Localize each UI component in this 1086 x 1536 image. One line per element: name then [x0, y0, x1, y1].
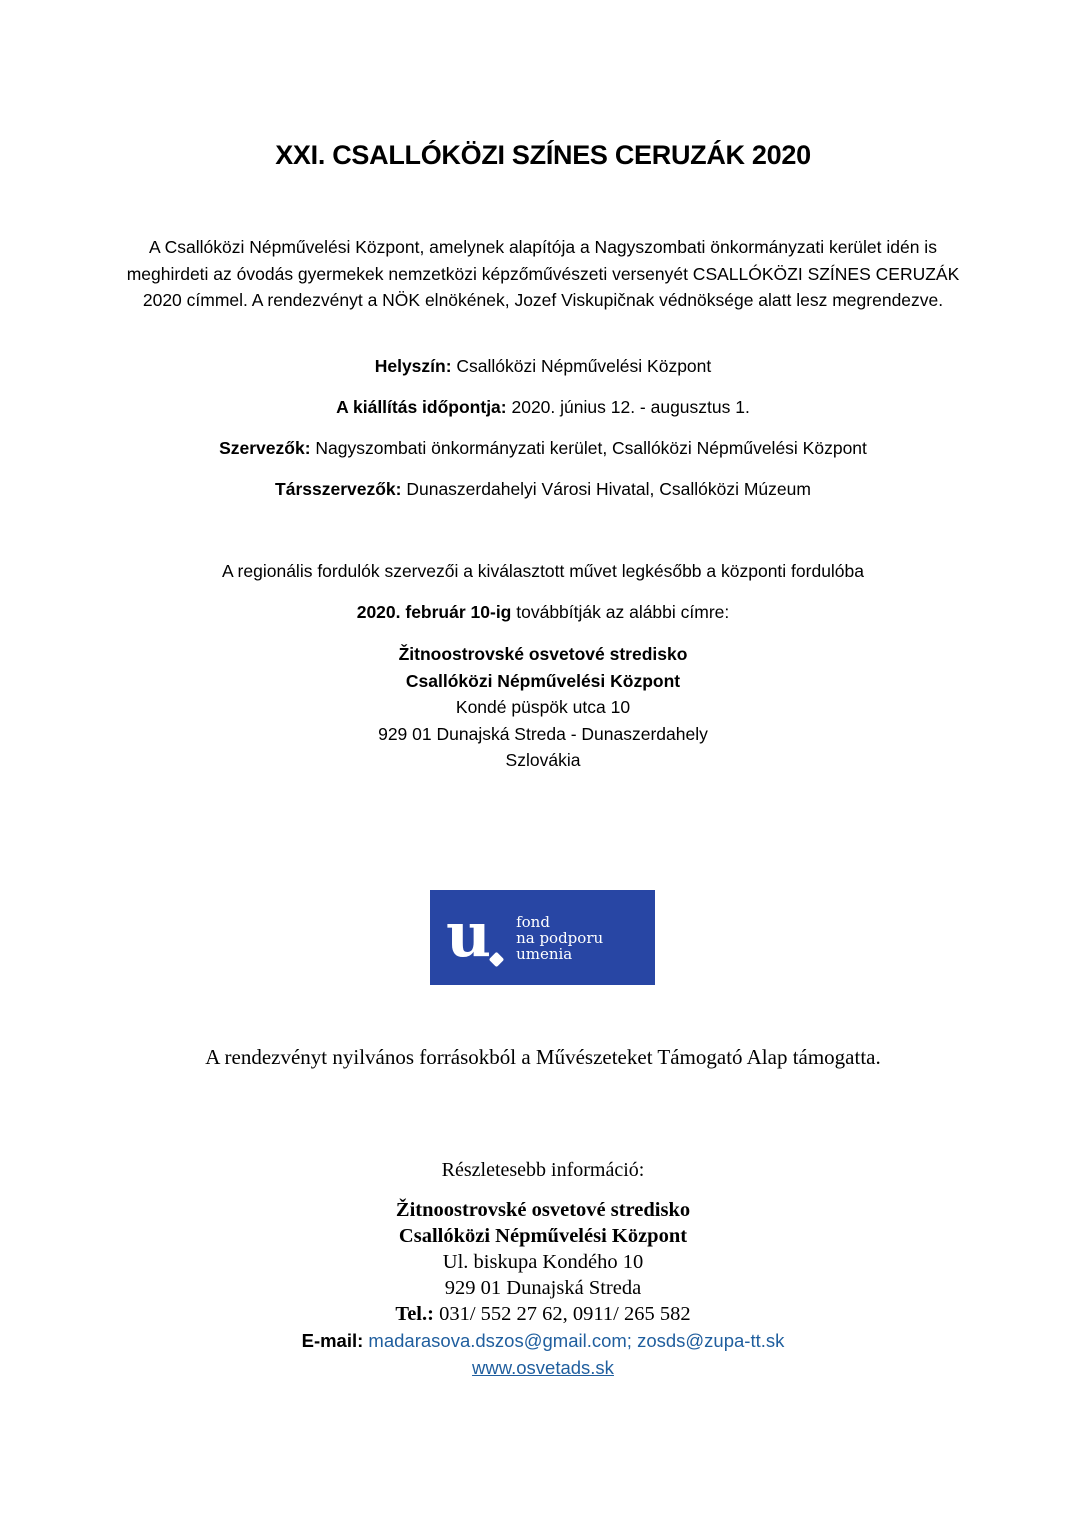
logo-line: na podporu	[516, 928, 604, 947]
logo-line: fond	[516, 912, 550, 931]
submission-rest: továbbítják az alábbi címre:	[511, 602, 730, 622]
intro-paragraph: A Csallóközi Népművelési Központ, amelynek alapítója a Nagyszombati önkormányzati kerület idén is meghirdeti az óvodás gyermekek nemzetközi képzőművészeti versenyét CSALLÓKÖZI SZÍNES CERUZÁK 2020 címmel. A rendezvényt a NÖK elnökének, Jozef Viskupičnak védnöksége alatt lesz megrendezve.	[126, 237, 960, 310]
logo-line: umenia	[516, 944, 573, 963]
logo-letter: u	[446, 897, 490, 971]
contact-phone	[0, 1301, 1086, 1327]
email-label: E-mail:	[301, 1330, 364, 1351]
detail-label: A kiállítás időpontja:	[336, 397, 507, 417]
address-name-hu: Csallóközi Népművelési Központ	[405, 670, 681, 691]
contact-name-sk: Žitnoostrovské osvetové stredisko	[395, 1199, 691, 1221]
contact-name-hu: Csallóközi Népművelési Központ	[398, 1225, 688, 1247]
website-link[interactable]: www.osvetads.sk	[472, 1357, 614, 1378]
detail-exhibition-date	[0, 397, 1086, 418]
address-city: 929 01 Dunajská Streda - Dunaszerdahely	[378, 723, 708, 744]
support-statement: A rendezvényt nyilvános forrásokból a Művészeteket Támogató Alap támogatta.	[205, 1045, 881, 1069]
phone-label: Tel.:	[395, 1303, 434, 1325]
detail-organizers	[0, 438, 1086, 459]
contact-heading: Részletesebb információ:	[441, 1159, 645, 1181]
contact-city: 929 01 Dunajská Streda	[444, 1277, 642, 1299]
address-country: Szlovákia	[505, 750, 581, 770]
website-line	[0, 1354, 1086, 1381]
logo-dot-icon	[489, 952, 505, 968]
phone-value: 031/ 552 27 62, 0911/ 265 582	[433, 1303, 691, 1325]
contact-street: Ul. biskupa Kondého 10	[442, 1251, 644, 1273]
fund-logo	[430, 890, 655, 985]
detail-value: Csallóközi Népművelési Központ	[451, 356, 712, 376]
mailing-address	[0, 641, 1086, 774]
submission-line-1: A regionális fordulók szervezői a kiválasztott művet legkésőbb a központi fordulóba	[221, 561, 865, 581]
detail-value: 2020. június 12. - augusztus 1.	[506, 397, 750, 417]
address-name-sk: Žitnoostrovské osvetové stredisko	[398, 644, 688, 664]
contact-block	[0, 1157, 1086, 1381]
detail-label: Helyszín:	[374, 356, 452, 376]
detail-location	[0, 356, 1086, 377]
detail-value: Dunaszerdahelyi Városi Hivatal, Csallóközi Múzeum	[401, 479, 811, 499]
email-link[interactable]: madarasova.dszos@gmail.com; zosds@zupa-tt.sk	[363, 1330, 785, 1351]
detail-co-organizers	[0, 479, 1086, 500]
document-title: XXI. CSALLÓKÖZI SZÍNES CERUZÁK 2020	[275, 140, 811, 170]
submission-deadline: 2020. február 10-ig	[356, 602, 512, 622]
logo-text	[516, 914, 603, 962]
detail-label: Szervezők:	[219, 438, 311, 458]
detail-value: Nagyszombati önkormányzati kerület, Csallóközi Népművelési Központ	[310, 438, 867, 458]
address-street: Kondé püspök utca 10	[455, 697, 631, 717]
contact-email	[0, 1327, 1086, 1354]
submission-line-2	[0, 602, 1086, 623]
detail-label: Társszervezők:	[275, 479, 402, 499]
